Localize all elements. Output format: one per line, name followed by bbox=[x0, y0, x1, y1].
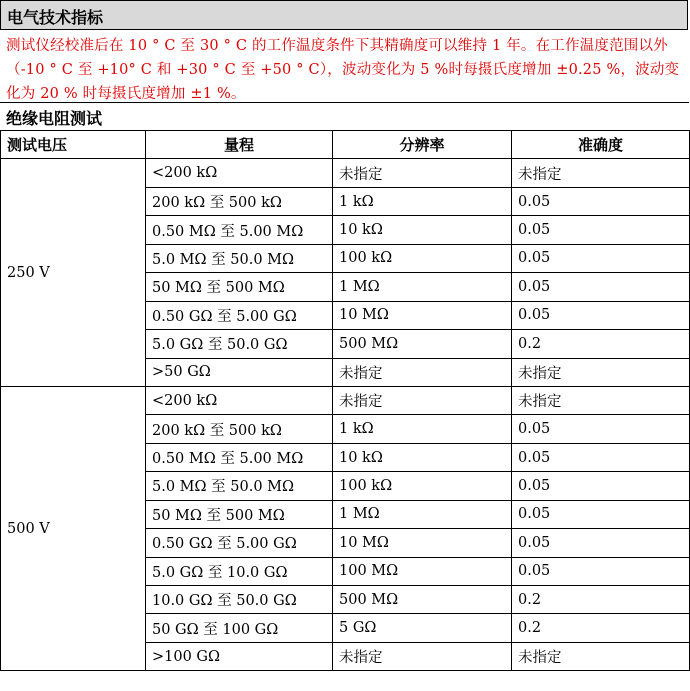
resolution-cell: 未指定 bbox=[333, 358, 512, 386]
accuracy-cell: 未指定 bbox=[512, 159, 690, 187]
accuracy-cell: 0.05 bbox=[512, 500, 690, 528]
accuracy-cell: 0.05 bbox=[512, 273, 690, 301]
resolution-cell: 1 MΩ bbox=[333, 500, 512, 528]
resolution-cell: 未指定 bbox=[333, 386, 512, 414]
accuracy-cell: 未指定 bbox=[512, 386, 690, 414]
range-cell: 10.0 GΩ 至 50.0 GΩ bbox=[146, 586, 333, 614]
range-cell: 5.0 MΩ 至 50.0 MΩ bbox=[146, 472, 333, 500]
range-cell: >50 GΩ bbox=[146, 358, 333, 386]
resolution-cell: 1 kΩ bbox=[333, 415, 512, 443]
resolution-cell: 500 MΩ bbox=[333, 330, 512, 358]
accuracy-cell: 0.05 bbox=[512, 415, 690, 443]
resolution-cell: 500 MΩ bbox=[333, 586, 512, 614]
range-cell: 200 kΩ 至 500 kΩ bbox=[146, 187, 333, 215]
accuracy-cell: 未指定 bbox=[512, 358, 690, 386]
resolution-cell: 未指定 bbox=[333, 642, 512, 670]
header-voltage: 测试电压 bbox=[1, 131, 146, 159]
resolution-cell: 未指定 bbox=[333, 159, 512, 187]
accuracy-cell: 0.05 bbox=[512, 301, 690, 329]
range-cell: <200 kΩ bbox=[146, 159, 333, 187]
accuracy-cell: 0.2 bbox=[512, 330, 690, 358]
resolution-cell: 10 kΩ bbox=[333, 216, 512, 244]
resolution-cell: 10 kΩ bbox=[333, 443, 512, 471]
header-resolution: 分辨率 bbox=[333, 131, 512, 159]
calibration-note: 测试仪经校准后在 10 ° C 至 30 ° C 的工作温度条件下其精确度可以维持 1 年。在工作温度范围以外（-10 ° C 至 +10° C 和 +30 ° C 至 +50 ° C），波动变化为 5 %时每摄氏度增加 ±0.25 %，波动变化为 20 % 时每摄氏度增加 ±1 %。 bbox=[6, 38, 680, 102]
range-cell: >100 GΩ bbox=[146, 642, 333, 670]
table-row bbox=[1, 386, 690, 414]
accuracy-cell: 0.05 bbox=[512, 557, 690, 585]
resolution-cell: 100 kΩ bbox=[333, 472, 512, 500]
resolution-cell: 100 MΩ bbox=[333, 557, 512, 585]
header-title: 电气技术指标 bbox=[7, 8, 104, 27]
range-cell: 5.0 GΩ 至 50.0 GΩ bbox=[146, 330, 333, 358]
resolution-cell: 10 MΩ bbox=[333, 529, 512, 557]
accuracy-cell: 0.05 bbox=[512, 244, 690, 272]
range-cell: 200 kΩ 至 500 kΩ bbox=[146, 415, 333, 443]
header-bar bbox=[0, 0, 688, 30]
range-cell: 0.50 MΩ 至 5.00 MΩ bbox=[146, 443, 333, 471]
table-row bbox=[1, 159, 690, 187]
range-cell: 50 MΩ 至 500 MΩ bbox=[146, 273, 333, 301]
accuracy-cell: 0.05 bbox=[512, 472, 690, 500]
resolution-cell: 100 kΩ bbox=[333, 244, 512, 272]
accuracy-cell: 0.05 bbox=[512, 187, 690, 215]
table-body bbox=[1, 159, 690, 671]
accuracy-cell: 0.05 bbox=[512, 443, 690, 471]
resolution-cell: 1 kΩ bbox=[333, 187, 512, 215]
range-cell: 5.0 MΩ 至 50.0 MΩ bbox=[146, 244, 333, 272]
range-cell: 50 GΩ 至 100 GΩ bbox=[146, 614, 333, 642]
range-cell: 0.50 GΩ 至 5.00 GΩ bbox=[146, 301, 333, 329]
range-cell: <200 kΩ bbox=[146, 386, 333, 414]
range-cell: 0.50 GΩ 至 5.00 GΩ bbox=[146, 529, 333, 557]
section-title: 绝缘电阻测试 bbox=[6, 109, 103, 128]
table-header-row bbox=[1, 131, 690, 159]
accuracy-cell: 0.2 bbox=[512, 614, 690, 642]
resolution-cell: 5 GΩ bbox=[333, 614, 512, 642]
range-cell: 0.50 MΩ 至 5.00 MΩ bbox=[146, 216, 333, 244]
accuracy-cell: 0.05 bbox=[512, 529, 690, 557]
voltage-cell: 250 V bbox=[1, 159, 146, 387]
accuracy-cell: 0.2 bbox=[512, 586, 690, 614]
resolution-cell: 10 MΩ bbox=[333, 301, 512, 329]
resolution-cell: 1 MΩ bbox=[333, 273, 512, 301]
voltage-cell: 500 V bbox=[1, 386, 146, 670]
spec-table bbox=[0, 130, 690, 671]
header-range: 量程 bbox=[146, 131, 333, 159]
accuracy-cell: 未指定 bbox=[512, 642, 690, 670]
range-cell: 50 MΩ 至 500 MΩ bbox=[146, 500, 333, 528]
accuracy-cell: 0.05 bbox=[512, 216, 690, 244]
divider bbox=[0, 102, 689, 103]
header-accuracy: 准确度 bbox=[512, 131, 690, 159]
range-cell: 5.0 GΩ 至 10.0 GΩ bbox=[146, 557, 333, 585]
